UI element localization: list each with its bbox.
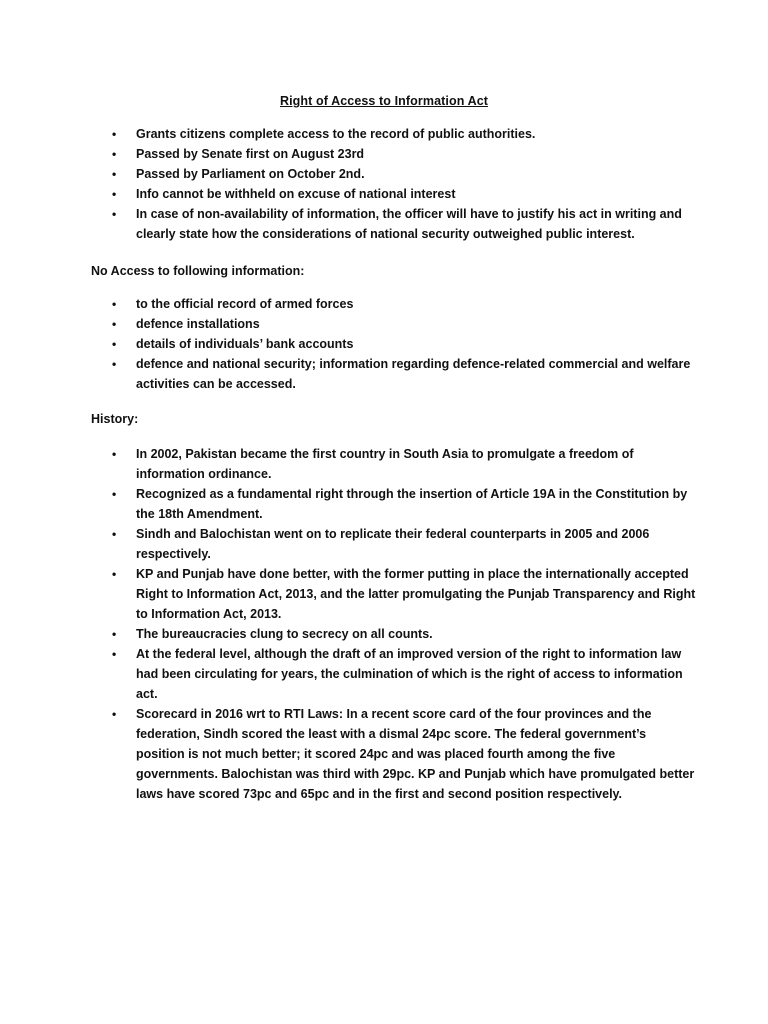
intro-list [0, 124, 768, 244]
bullet-icon: • [112, 167, 117, 181]
list-item [0, 484, 696, 524]
list-item-text: defence and national security; information regarding defence-related commercial and welfare activities can be accessed. [136, 357, 691, 391]
list-item-text: In case of non-availability of information, the officer will have to justify his act in writing and clearly state how the considerations of national security outweighed public interest. [136, 207, 682, 241]
bullet-icon: • [112, 357, 117, 371]
bullet-icon: • [112, 647, 117, 661]
list-item [0, 624, 696, 644]
history-heading: History: [91, 412, 139, 426]
list-item-text: defence installations [136, 317, 260, 331]
list-item-text: Recognized as a fundamental right through the insertion of Article 19A in the Constitution by the 18th Amendment. [136, 487, 688, 521]
bullet-icon: • [112, 527, 117, 541]
bullet-icon: • [112, 147, 117, 161]
list-item-text: Passed by Senate first on August 23rd [136, 147, 365, 161]
list-item-text: Grants citizens complete access to the record of public authorities. [136, 127, 536, 141]
bullet-icon: • [112, 297, 117, 311]
list-item [0, 314, 696, 334]
list-item [0, 354, 696, 394]
bullet-icon: • [112, 447, 117, 461]
bullet-icon: • [112, 317, 117, 331]
no-access-heading: No Access to following information: [91, 264, 305, 278]
bullet-icon: • [112, 567, 117, 581]
list-item-text: Sindh and Balochistan went on to replicate their federal counterparts in 2005 and 2006 respectively. [136, 527, 650, 561]
list-item [0, 334, 696, 354]
list-item-text: KP and Punjab have done better, with the former putting in place the internationally accepted Right to Information Act, 2013, and the latter promulgating the Punjab Transparency and Right to Information Act, 2013. [136, 567, 696, 621]
list-item-text: In 2002, Pakistan became the first country in South Asia to promulgate a freedom of information ordinance. [136, 447, 634, 481]
list-item [0, 204, 696, 244]
list-item [0, 644, 696, 704]
history-list [0, 444, 768, 804]
bullet-icon: • [112, 627, 117, 641]
list-item [0, 704, 696, 804]
bullet-icon: • [112, 187, 117, 201]
list-item [0, 564, 696, 624]
no-access-list [0, 294, 768, 394]
list-item-text: to the official record of armed forces [136, 297, 354, 311]
list-item [0, 124, 696, 144]
list-item-text: At the federal level, although the draft of an improved version of the right to information law had been circulating for years, the culmination of which is the right of access to information act. [136, 647, 683, 701]
list-item-text: Passed by Parliament on October 2nd. [136, 167, 365, 181]
bullet-icon: • [112, 337, 117, 351]
list-item-text: details of individuals’ bank accounts [136, 337, 354, 351]
bullet-icon: • [112, 127, 117, 141]
list-item [0, 524, 696, 564]
list-item [0, 294, 696, 314]
list-item-text: Info cannot be withheld on excuse of national interest [136, 187, 456, 201]
list-item [0, 144, 696, 164]
list-item-text: The bureaucracies clung to secrecy on all counts. [136, 627, 433, 641]
list-item [0, 444, 696, 484]
list-item [0, 164, 696, 184]
bullet-icon: • [112, 707, 117, 721]
bullet-icon: • [112, 207, 117, 221]
bullet-icon: • [112, 487, 117, 501]
list-item [0, 184, 696, 204]
document-title: Right of Access to Information Act [279, 94, 489, 108]
list-item-text: Scorecard in 2016 wrt to RTI Laws: In a recent score card of the four provinces and the federation, Sindh scored the least with a dismal 24pc score. The federal government’s position is not much better; it scored 24pc and was placed fourth among the five governments. Balochistan was third with 29pc. KP and Punjab which have promulgated better laws have scored 73pc and 65pc and in the first and second position respectively. [136, 707, 695, 801]
